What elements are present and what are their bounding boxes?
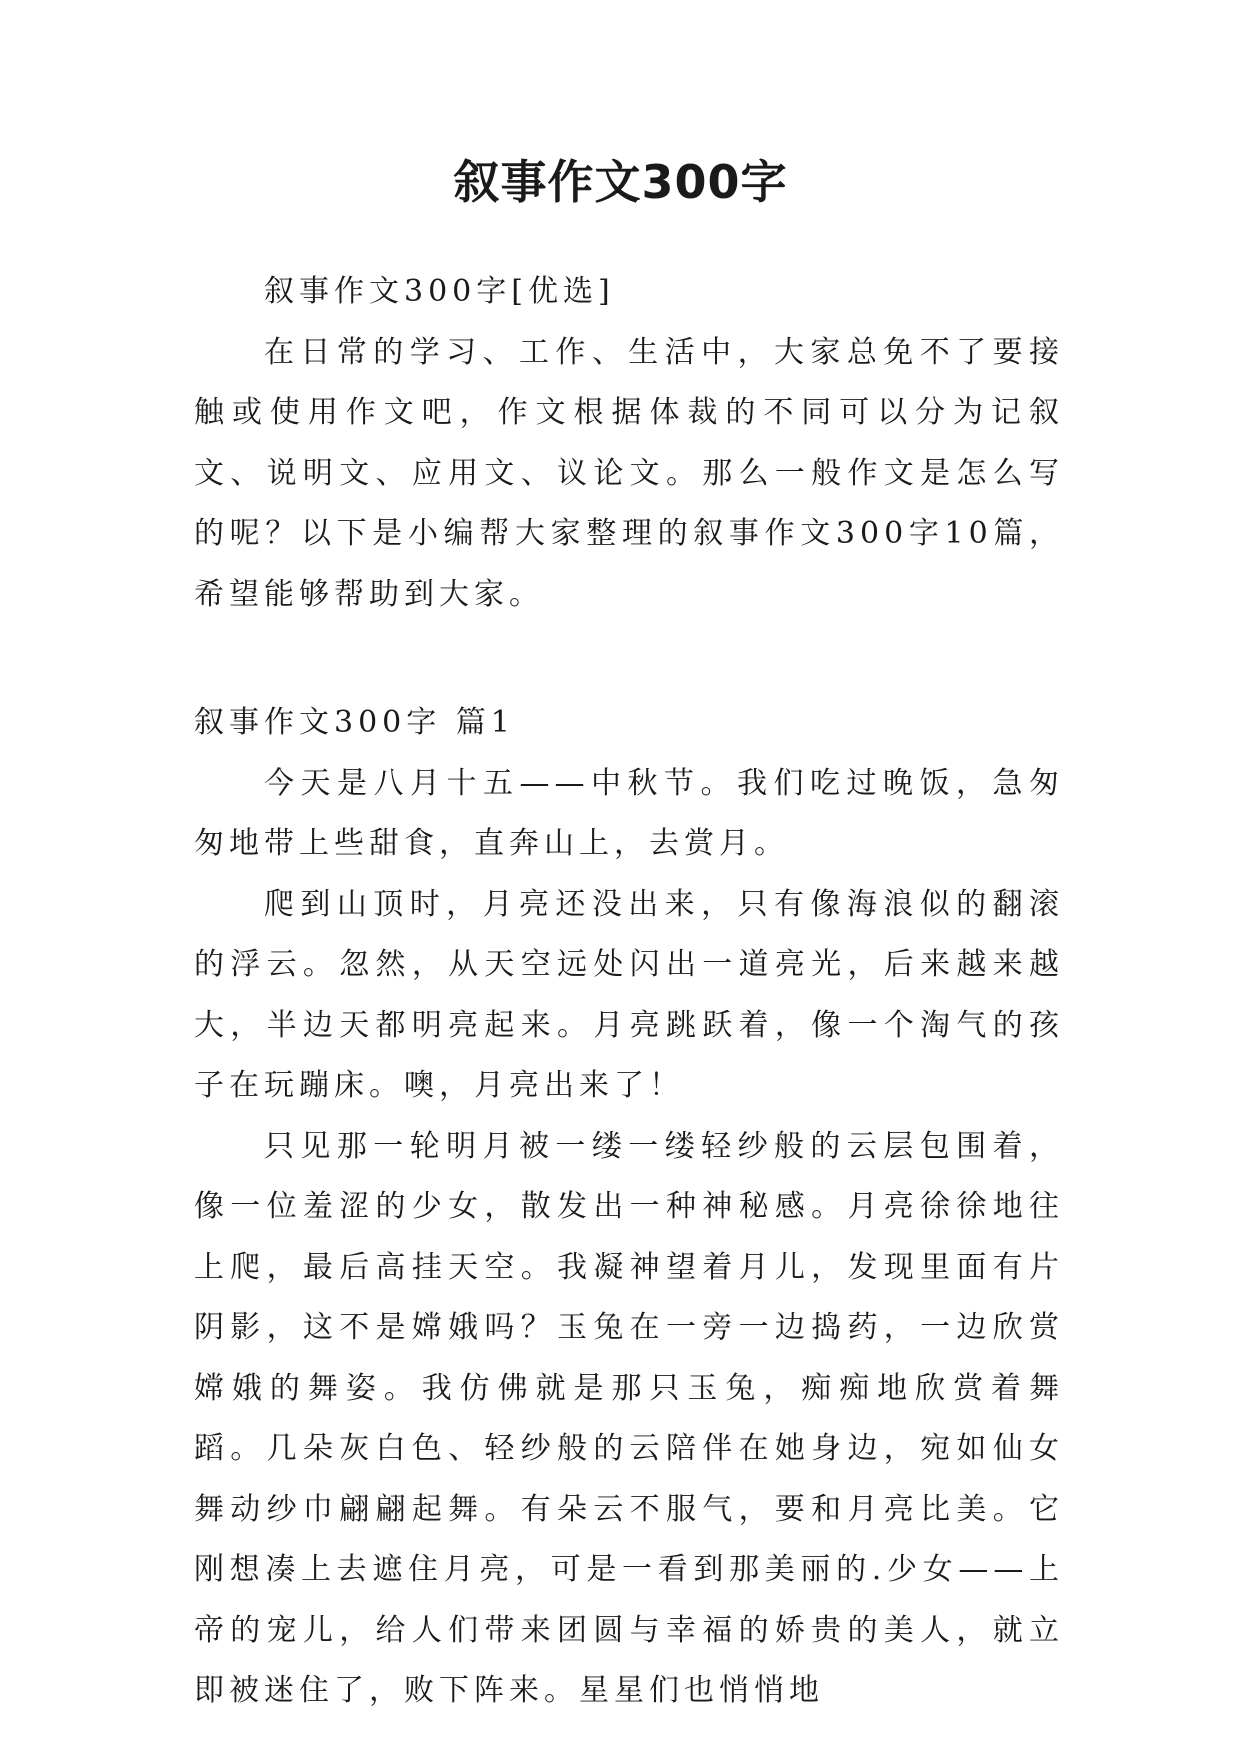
document-subtitle: 叙事作文300字[优选] bbox=[264, 274, 615, 309]
document-body bbox=[194, 262, 1064, 1722]
intro-paragraph: 在日常的学习、工作、生活中，大家总免不了要接触或使用作文吧，作文根据体裁的不同可以分为记叙文、说明文、应用文、议论文。那么一般作文是怎么写的呢？以下是小编帮大家整理的叙事作文300字10篇，希望能够帮助到大家。 bbox=[194, 334, 1064, 612]
section-heading: 叙事作文300字 篇1 bbox=[194, 705, 515, 740]
body-paragraph: 只见那一轮明月被一缕一缕轻纱般的云层包围着，像一位羞涩的少女，散发出一种神秘感。月亮徐徐地往上爬，最后高挂天空。我凝神望着月儿，发现里面有片阴影，这不是嫦娥吗？玉兔在一旁一边捣药，一边欣赏嫦娥的舞姿。我仿佛就是那只玉兔，痴痴地欣赏着舞蹈。几朵灰白色、轻纱般的云陪伴在她身边，宛如仙女舞动纱巾翩翩起舞。有朵云不服气，要和月亮比美。它刚想凑上去遮住月亮，可是一看到那美丽的.少女——上帝的宠儿，给人们带来团圆与幸福的娇贵的美人，就立即被迷住了，败下阵来。星星们也悄悄地 bbox=[194, 1128, 1064, 1708]
body-paragraph: 今天是八月十五——中秋节。我们吃过晚饭，急匆匆地带上些甜食，直奔山上，去赏月。 bbox=[194, 765, 1064, 861]
body-paragraph: 爬到山顶时，月亮还没出来，只有像海浪似的翻滚的浮云。忽然，从天空远处闪出一道亮光，后来越来越大，半边天都明亮起来。月亮跳跃着，像一个淘气的孩子在玩蹦床。噢，月亮出来了！ bbox=[194, 886, 1064, 1103]
document-title: 叙事作文300字 bbox=[453, 155, 788, 209]
